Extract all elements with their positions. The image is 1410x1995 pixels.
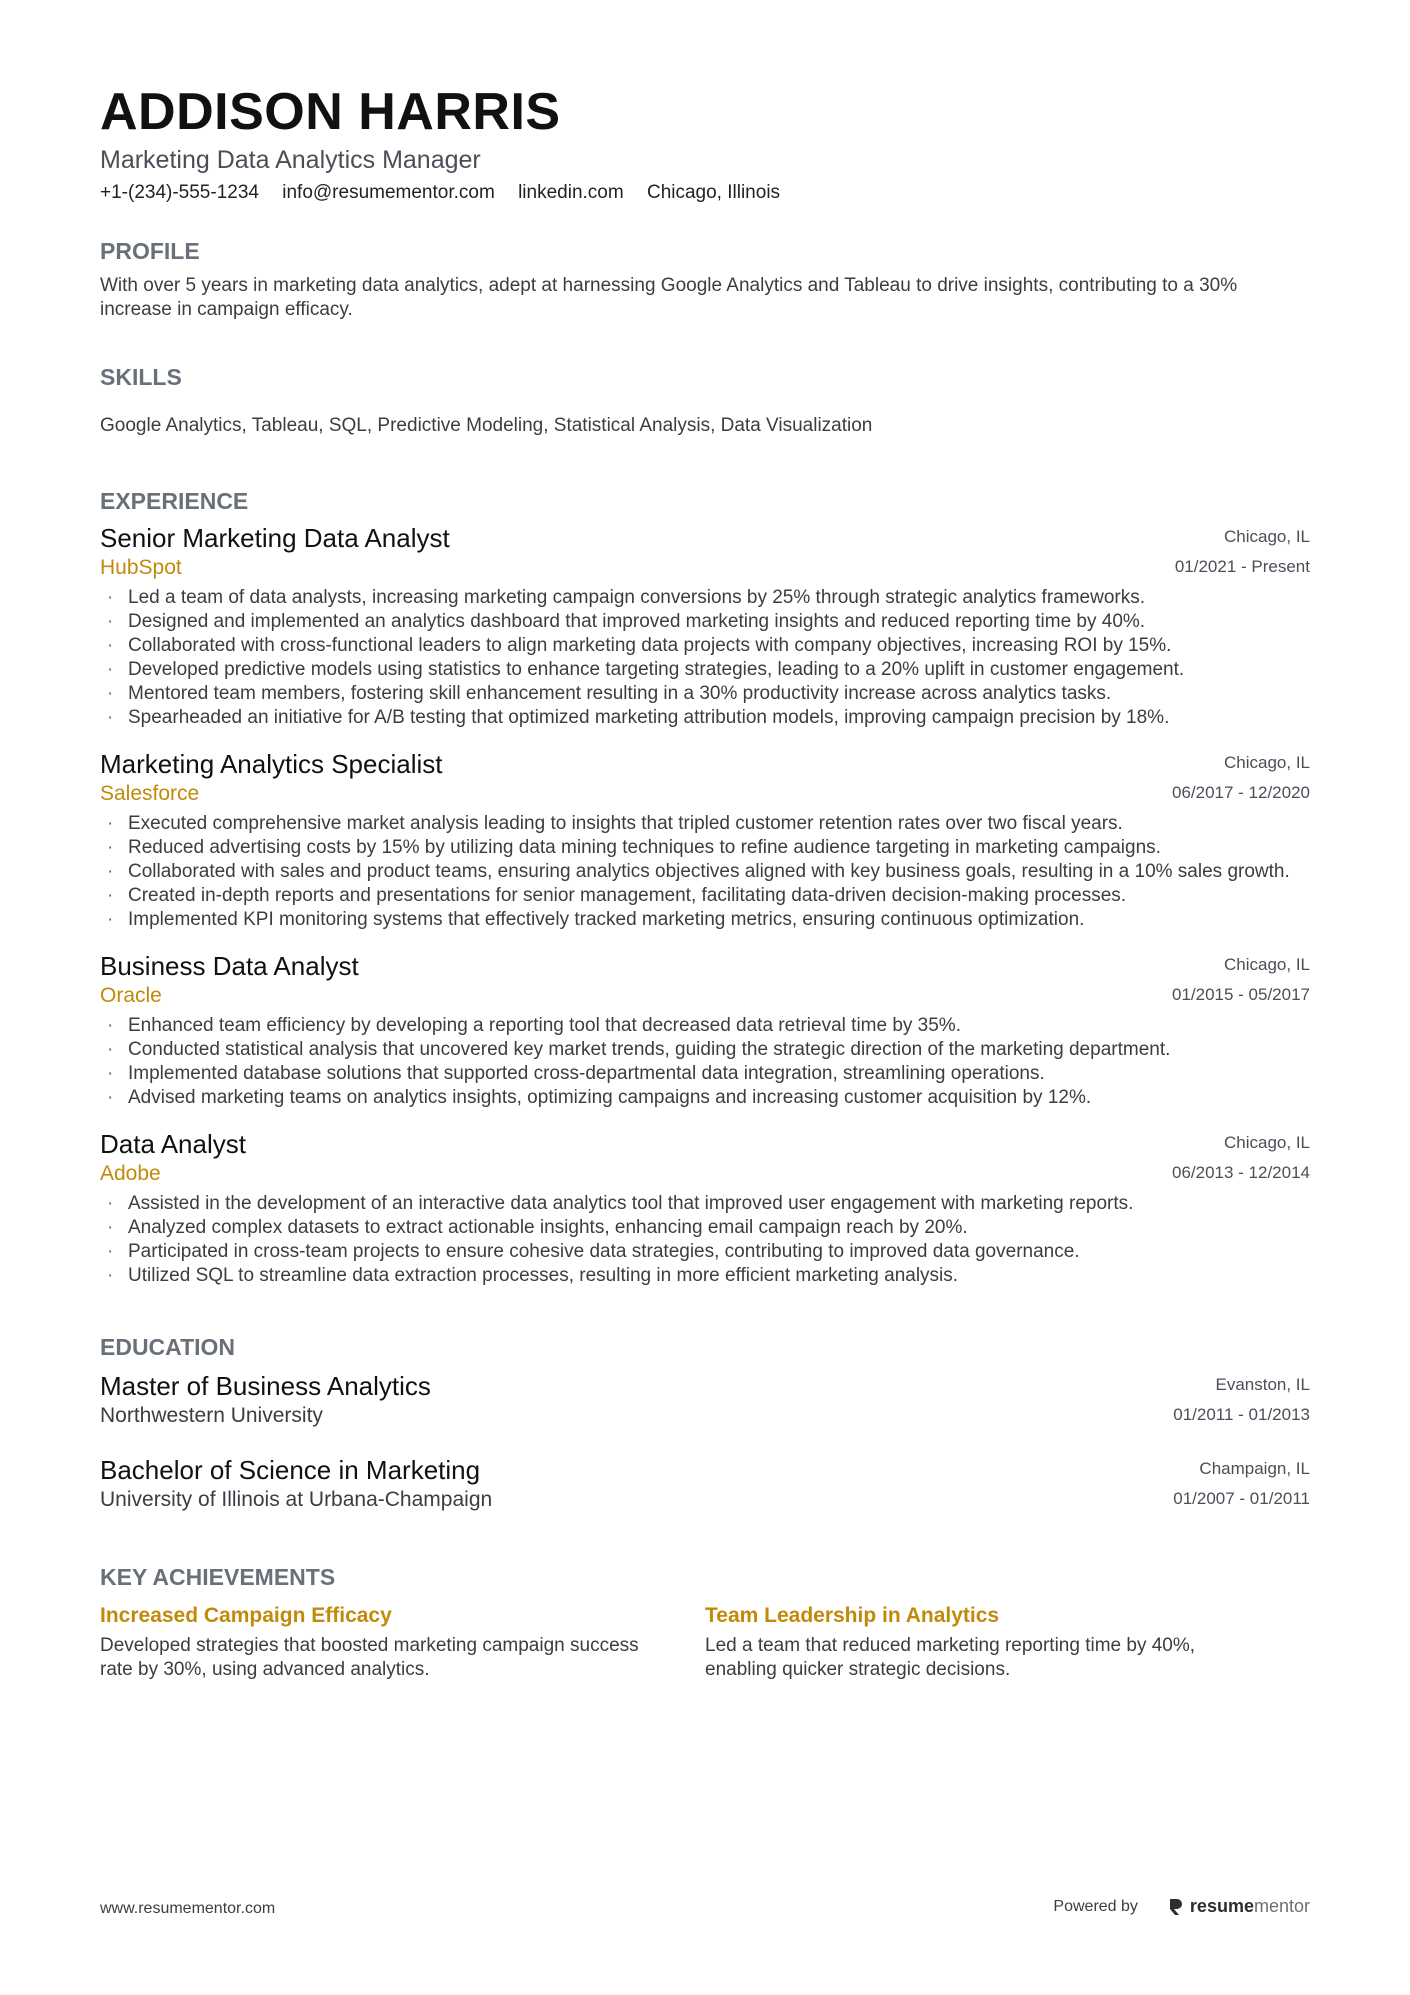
job-meta — [1172, 748, 1310, 804]
job-bullets — [100, 586, 1310, 730]
job-location: Chicago, IL — [1224, 527, 1310, 546]
job-bullet: · Designed and implemented an analytics dashboard that improved marketing insights and reduced reporting time by 40%. — [100, 610, 1310, 634]
job-bullet: · Developed predictive models using statistics to enhance targeting strategies, leading to a 20% uplift in customer engagement. — [100, 658, 1310, 682]
skills-section — [100, 362, 1310, 438]
education-dates: 01/2011 - 01/2013 — [1173, 1405, 1310, 1424]
education-heading: EDUCATION — [100, 1334, 236, 1360]
job-company: HubSpot — [100, 556, 182, 579]
achievement-text: Developed strategies that boosted marketing campaign success rate by 30%, using advanced analytics. — [100, 1635, 639, 1680]
job-dates: 06/2013 - 12/2014 — [1171, 1163, 1310, 1182]
job-location: Chicago, IL — [1224, 955, 1310, 974]
job-bullet: · Created in-depth reports and presentations for senior management, facilitating data-driven decision-making processes. — [100, 884, 1310, 908]
job-company: Salesforce — [100, 782, 200, 805]
education-meta — [1173, 1454, 1310, 1510]
achievements-grid — [100, 1602, 1310, 1682]
job-bullets — [100, 1014, 1310, 1110]
job-entry — [100, 950, 1310, 1110]
footer-website[interactable]: www.resumementor.com — [100, 1900, 276, 1917]
job-title: Data Analyst — [100, 1129, 246, 1159]
job-bullet: · Executed comprehensive market analysis leading to insights that tripled customer retention rates over two fiscal years. — [100, 812, 1310, 836]
job-meta — [1172, 950, 1310, 1006]
job-bullet: · Collaborated with cross-functional leaders to align marketing data projects with company objectives, increasing ROI by 15%. — [100, 634, 1310, 658]
achievement-title: Increased Campaign Efficacy — [100, 1604, 392, 1627]
contact-linkedin: linkedin.com — [518, 182, 624, 203]
degree-title: Bachelor of Science in Marketing — [100, 1455, 481, 1485]
job-title: Marketing Analytics Specialist — [100, 749, 443, 779]
job-dates: 01/2021 - Present — [1174, 557, 1310, 576]
resume-page — [100, 82, 1310, 1682]
job-bullet: · Advised marketing teams on analytics insights, optimizing campaigns and increasing customer acquisition by 12%. — [100, 1086, 1310, 1110]
job-bullet: · Led a team of data analysts, increasing marketing campaign conversions by 25% through strategic analytics frameworks. — [100, 586, 1310, 610]
job-bullet: · Implemented database solutions that supported cross-departmental data integration, streamlining operations. — [100, 1062, 1310, 1086]
school-name: University of Illinois at Urbana-Champaign — [100, 1488, 493, 1511]
job-location: Chicago, IL — [1224, 753, 1310, 772]
resumementor-logo-icon — [1168, 1897, 1184, 1917]
skills-text: Google Analytics, Tableau, SQL, Predictive Modeling, Statistical Analysis, Data Visualization — [100, 415, 873, 436]
job-bullet: · Analyzed complex datasets to extract actionable insights, enhancing email campaign reach by 20%. — [100, 1216, 1310, 1240]
profile-text: With over 5 years in marketing data analytics, adept at harnessing Google Analytics and Tableau to drive insights, contributing to a 30% increase in campaign efficacy. — [100, 275, 1238, 320]
job-bullet: · Mentored team members, fostering skill enhancement resulting in a 30% productivity increase across analytics tasks. — [100, 682, 1310, 706]
achievements-heading: KEY ACHIEVEMENTS — [100, 1564, 336, 1590]
education-section — [100, 1332, 1310, 1514]
education-meta — [1173, 1370, 1310, 1426]
achievements-section — [100, 1562, 1310, 1682]
job-entry — [100, 522, 1310, 730]
job-meta — [1172, 1128, 1310, 1184]
degree-title: Master of Business Analytics — [100, 1371, 431, 1401]
job-meta — [1175, 522, 1310, 578]
footer-powered — [1053, 1896, 1310, 1917]
contact-location: Chicago, Illinois — [646, 182, 781, 203]
profile-section — [100, 236, 1310, 322]
brand-logo[interactable] — [1168, 1896, 1310, 1917]
achievement-title: Team Leadership in Analytics — [705, 1604, 1000, 1627]
job-location: Chicago, IL — [1224, 1133, 1310, 1152]
achievement-card — [705, 1602, 1310, 1682]
education-entry — [100, 1454, 1310, 1514]
job-bullets — [100, 812, 1310, 932]
job-bullet: · Utilized SQL to streamline data extraction processes, resulting in more efficient marketing analysis. — [100, 1264, 1310, 1288]
brand-light: mentor — [1253, 1896, 1310, 1916]
achievement-card — [100, 1602, 705, 1682]
powered-by-label: Powered by — [1053, 1897, 1138, 1915]
achievement-text: Led a team that reduced marketing reporting time by 40%, enabling quicker strategic decisions. — [705, 1635, 1196, 1680]
job-company: Adobe — [100, 1162, 161, 1185]
skills-heading: SKILLS — [100, 364, 182, 390]
job-bullet: · Enhanced team efficiency by developing a reporting tool that decreased data retrieval time by 35%. — [100, 1014, 1310, 1038]
job-bullet: · Assisted in the development of an interactive data analytics tool that improved user engagement with marketing reports. — [100, 1192, 1310, 1216]
job-bullet: · Collaborated with sales and product teams, ensuring analytics objectives aligned with key business goals, resulting in a 10% sales growth. — [100, 860, 1310, 884]
brand-bold: resume — [1189, 1896, 1254, 1916]
experience-heading: EXPERIENCE — [100, 488, 249, 514]
job-title: Senior Marketing Data Analyst — [100, 523, 450, 553]
education-entry — [100, 1370, 1310, 1430]
education-location: Evanston, IL — [1215, 1375, 1310, 1394]
job-bullets — [100, 1192, 1310, 1288]
candidate-name: ADDISON HARRIS — [100, 83, 561, 141]
job-company: Oracle — [100, 984, 162, 1007]
contact-email: info@resumementor.com — [282, 182, 495, 203]
experience-section — [100, 486, 1310, 1288]
profile-heading: PROFILE — [100, 238, 200, 264]
school-name: Northwestern University — [100, 1404, 323, 1427]
job-bullet: · Conducted statistical analysis that uncovered key market trends, guiding the strategic direction of the marketing department. — [100, 1038, 1310, 1062]
job-entry — [100, 1128, 1310, 1288]
contact-phone: +1-(234)-555-1234 — [100, 182, 259, 203]
job-dates: 01/2015 - 05/2017 — [1171, 985, 1310, 1004]
job-bullet: · Implemented KPI monitoring systems that effectively tracked marketing metrics, ensuring continuous optimization. — [100, 908, 1310, 932]
job-entry — [100, 748, 1310, 932]
contact-line — [100, 180, 1310, 206]
job-dates: 06/2017 - 12/2020 — [1171, 783, 1310, 802]
education-dates: 01/2007 - 01/2011 — [1173, 1489, 1310, 1508]
job-bullet: · Reduced advertising costs by 15% by utilizing data mining techniques to refine audience targeting in marketing campaigns. — [100, 836, 1310, 860]
job-bullet: · Participated in cross-team projects to ensure cohesive data strategies, contributing to improved data governance. — [100, 1240, 1310, 1264]
education-location: Champaign, IL — [1199, 1459, 1310, 1478]
job-bullet: · Spearheaded an initiative for A/B testing that optimized marketing attribution models, improving campaign precision by 18%. — [100, 706, 1310, 730]
candidate-title: Marketing Data Analytics Manager — [100, 146, 481, 174]
job-title: Business Data Analyst — [100, 951, 359, 981]
